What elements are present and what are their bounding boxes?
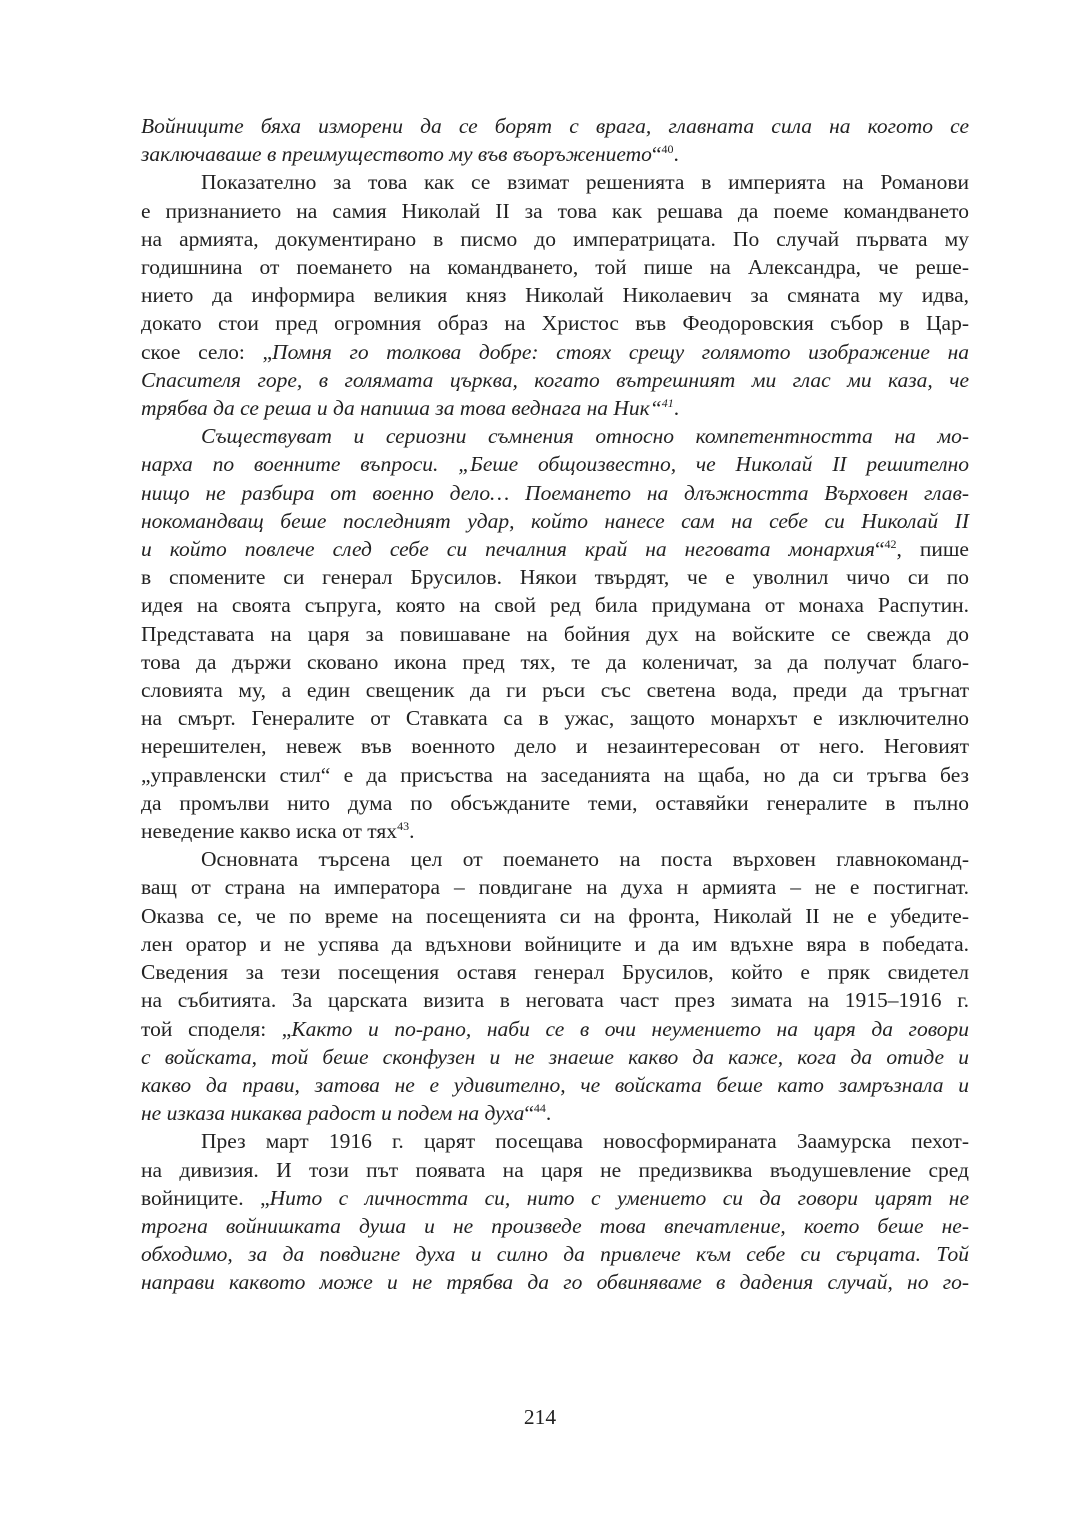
text-line: Показателно за това как се взимат решенията в империята на Романови: [201, 170, 969, 195]
footnote-ref[interactable]: 41: [661, 395, 674, 410]
text-line: [141, 479, 969, 507]
quote-text: трябва да се реша и да напиша за това веднага на Ник: [141, 396, 650, 421]
quote-text: Спасителя горе, в голямата църква, когато вътрешният ми глас ми каза, че: [141, 367, 969, 392]
text: войниците. „: [141, 1185, 270, 1210]
text: .: [545, 1101, 552, 1126]
text-line: [141, 507, 969, 535]
quote-text: обходимо, за да повдигне духа и силно да привлече към себе си сърцата. Той: [141, 1242, 969, 1267]
text-line: [141, 338, 969, 366]
quote-text: Както и по-рано, наби се в очи неумението на царя да говори: [291, 1016, 969, 1041]
text-line: [141, 817, 969, 845]
footnote-ref[interactable]: 42: [884, 536, 897, 551]
text-line: в спомените си генерал Брусилов. Някои твърдят, че е уволнил чичо си по: [141, 565, 969, 590]
text-line: годишнина от поемането на командването, той пише на Александра, че реше-: [141, 255, 969, 280]
text-line: на дивизия. И този път появата на царя не предизвиква въодушевление сред: [141, 1157, 969, 1182]
text-line: докато стои пред огромния образ на Христос във Феодоровския събор в Цар-: [141, 311, 969, 336]
text: .: [673, 142, 679, 167]
text: , пише: [896, 537, 969, 562]
quote-text: какво да прави, затова не е удивително, че войската беше като замръзнала и: [141, 1072, 969, 1097]
quote-text: заключаваше в преимуществото му във въоръжението: [141, 142, 652, 167]
footnote-ref[interactable]: 44: [533, 1100, 546, 1115]
quote-text: с войската, той беше сконфузен и не знаеше какво да каже, кога да отиде и: [141, 1044, 969, 1069]
italic-text: нарха по военните въпроси. „Беше общоизвестно, че Николай II решително: [141, 452, 969, 477]
italic-text: нокомандващ беше последният удар, който нанесе сам на себе си Николай II: [141, 508, 969, 533]
paragraph-2: [141, 168, 969, 422]
italic-text: Съществуват и сериозни съмнения относно компетентността на мо-: [201, 424, 969, 449]
page-number: 214: [523, 1405, 557, 1429]
italic-text: нищо не разбира от военно дело… Поемането на длъжността Върховен глав-: [141, 480, 969, 505]
text-line: ващ от страна на императора – повдигане на духа н армията – не е постигнат.: [141, 875, 969, 900]
paragraph-5: [141, 1127, 969, 1296]
footnote-ref[interactable]: 40: [661, 142, 674, 157]
text: .: [409, 819, 415, 844]
text-line: [141, 366, 969, 394]
text-line: Оказва се, че по време на посещенията си на фронта, Николай II не е убедите-: [141, 903, 969, 928]
text-line: [141, 1015, 969, 1043]
quote-mark: “: [649, 396, 662, 421]
text-line: През март 1916 г. царят посещава новосформираната Заамурска пехот-: [201, 1129, 969, 1154]
quote-mark: “: [524, 1101, 534, 1126]
text-line: [141, 1240, 969, 1268]
paragraph-3: [141, 422, 969, 845]
quote-text: трогна войнишката душа и не произведе това впечатление, което беше не-: [141, 1213, 969, 1238]
paragraph-4: [141, 845, 969, 1127]
text-line: [141, 1071, 969, 1099]
text-line: [141, 1099, 969, 1127]
text-line: на събитията. За царската визита в неговата част през зимата на 1915–1916 г.: [141, 988, 969, 1013]
quote-text: Войниците бяха изморени да се борят с врага, главната сила на когото се: [141, 114, 969, 138]
text-line: на смърт. Генералите от Ставката са в ужас, защото монархът е изключително: [141, 706, 969, 731]
text-line: Представата на царя за повишаване на бойния дух на войските се свежда до: [141, 621, 969, 646]
text-line: [141, 535, 969, 563]
text-line: Основната търсена цел от поемането на поста върховен главнокоманд-: [201, 847, 969, 872]
text-line: идея на своята съпруга, която на свой ред била придумана от монаха Распутин.: [141, 593, 969, 618]
text-line: лен оратор и не успява да вдъхнови войниците и да им вдъхне вяра в победата.: [141, 931, 969, 956]
text: неведение какво иска от тях: [141, 819, 398, 844]
page-body: [141, 112, 969, 1297]
text-line: [141, 1212, 969, 1240]
text-line: словията му, а един свещеник да ги ръси със светена вода, преди да тръгнат: [141, 678, 969, 703]
text-line: [141, 112, 969, 140]
text-line: [141, 1268, 969, 1296]
quote-text: Помня го толкова добре: стоях срещу голямото изображение на: [272, 339, 970, 364]
quote-text: не изказа никаква радост и подем на духа: [141, 1101, 525, 1126]
text-line: нерешителен, невеж във военното дело и незаинтересован от него. Неговият: [141, 734, 969, 759]
text-line: [141, 422, 969, 450]
text: той споделя: „: [141, 1016, 292, 1041]
text: .: [673, 396, 680, 421]
text-line: [141, 1043, 969, 1071]
text-line: е признанието на самия Николай II за това как решава да поеме командването: [141, 198, 969, 223]
paragraph-1: [141, 112, 969, 168]
text-line: [141, 394, 969, 422]
text-line: [141, 450, 969, 478]
text-line: нието да информира великия княз Николай Николаевич за смяната му идва,: [141, 283, 969, 308]
quote-mark: “: [651, 142, 662, 167]
text-line: да промълви нито дума по обсъжданите теми, оставяйки генералите в пълно: [141, 790, 969, 815]
text-line: Сведения за тези посещения оставя генерал Брусилов, който е пряк свидетел: [141, 960, 969, 985]
text-line: това да държи сковано икона пред тях, те да коленичат, за да получат благо-: [141, 649, 969, 674]
footnote-ref[interactable]: 43: [397, 818, 410, 833]
text-line: [141, 1184, 969, 1212]
text-line: [141, 140, 969, 168]
text-line: „управленски стил“ е да присъства на заседанията на щаба, но да си тръгва без: [141, 762, 969, 787]
quote-text: Нито с личността си, нито с умението си да говори царят не: [269, 1185, 969, 1210]
quote-mark: “: [874, 537, 885, 562]
text-line: на армията, документирано в писмо до императрицата. По случай първата му: [141, 226, 969, 251]
quote-text: направи каквото може и не трябва да го обвиняваме в дадения случай, но го-: [141, 1270, 969, 1295]
text: ское село: „: [141, 339, 273, 364]
italic-text: и който повлече след себе си печалния край на неговата монархия: [141, 537, 875, 562]
